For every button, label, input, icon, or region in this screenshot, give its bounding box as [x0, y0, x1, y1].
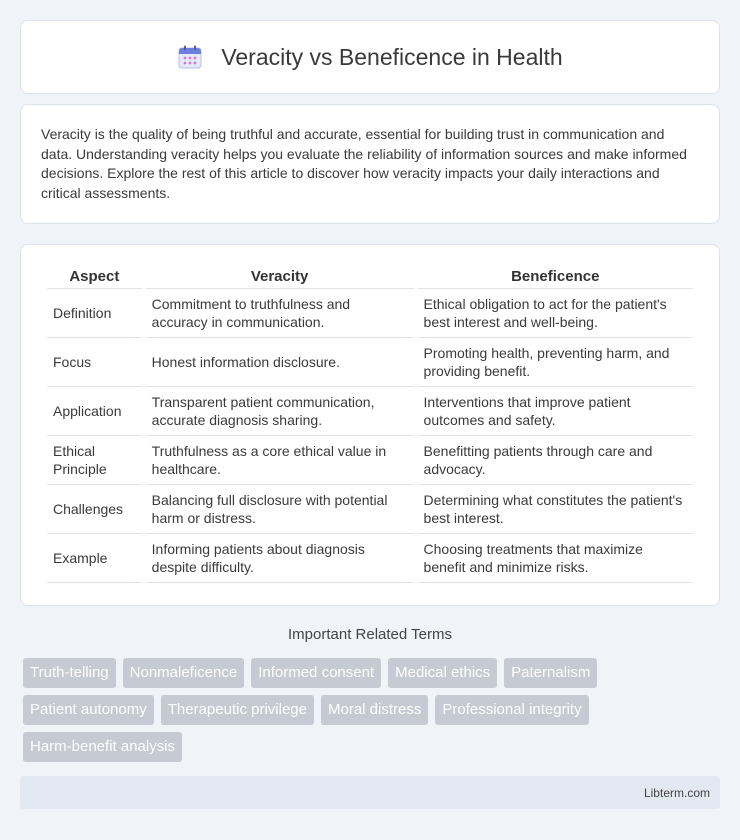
header-beneficence: Beneficence: [418, 265, 693, 289]
intro-text: Veracity is the quality of being truthful and accurate, essential for building trust in communication and data. Understanding veracity helps you evaluate the reliability of information sources and make informed decisions. Explore the rest of this article to discover how veracity impacts your daily interactions and critical assessments.: [41, 126, 687, 201]
table-row: [47, 387, 693, 436]
comparison-table: [43, 265, 697, 583]
comparison-card: [20, 244, 720, 606]
tag-nonmaleficence[interactable]: Nonmaleficence: [123, 658, 245, 688]
veracity-cell: Transparent patient communication, accurate diagnosis sharing.: [146, 387, 414, 436]
beneficence-cell: Choosing treatments that maximize benefit and minimize risks.: [418, 534, 693, 583]
tag-therapeutic-privilege[interactable]: Therapeutic privilege: [161, 695, 314, 725]
header-veracity: Veracity: [146, 265, 414, 289]
header: [177, 44, 562, 71]
beneficence-cell: Determining what constitutes the patient's best interest.: [418, 485, 693, 534]
aspect-cell: Focus: [47, 338, 142, 387]
intro-card: [20, 104, 720, 224]
calendar-icon: [177, 44, 203, 70]
aspect-cell: Example: [47, 534, 142, 583]
header-aspect: Aspect: [47, 265, 142, 289]
tag-truth-telling[interactable]: Truth-telling: [23, 658, 116, 688]
table-row: [47, 485, 693, 534]
beneficence-cell: Promoting health, preventing harm, and providing benefit.: [418, 338, 693, 387]
related-terms-title: Important Related Terms: [288, 626, 452, 643]
veracity-cell: Truthfulness as a core ethical value in healthcare.: [146, 436, 414, 485]
tag-paternalism[interactable]: Paternalism: [504, 658, 597, 688]
aspect-cell: Application: [47, 387, 142, 436]
beneficence-cell: Benefitting patients through care and advocacy.: [418, 436, 693, 485]
beneficence-cell: Ethical obligation to act for the patient's best interest and well-being.: [418, 289, 693, 338]
tag-professional-integrity[interactable]: Professional integrity: [435, 695, 588, 725]
beneficence-cell: Interventions that improve patient outcomes and safety.: [418, 387, 693, 436]
footer-site-link[interactable]: Libterm.com: [643, 785, 710, 800]
tag-harm-benefit-analysis[interactable]: Harm-benefit analysis: [23, 732, 182, 762]
table-row: [47, 534, 693, 583]
table-row: [47, 338, 693, 387]
table-row: [47, 436, 693, 485]
tag-informed-consent[interactable]: Informed consent: [251, 658, 381, 688]
header-card: [20, 20, 720, 94]
table-row: [47, 289, 693, 338]
page-title: Veracity vs Beneficence in Health: [221, 43, 563, 70]
tag-patient-autonomy[interactable]: Patient autonomy: [23, 695, 154, 725]
related-terms-list: [23, 658, 703, 762]
footer: [20, 776, 720, 809]
aspect-cell: Ethical Principle: [47, 436, 142, 485]
veracity-cell: Balancing full disclosure with potential harm or distress.: [146, 485, 414, 534]
veracity-cell: Commitment to truthfulness and accuracy in communication.: [146, 289, 414, 338]
veracity-cell: Honest information disclosure.: [146, 338, 414, 387]
tag-medical-ethics[interactable]: Medical ethics: [388, 658, 497, 688]
table-header-row: [47, 265, 693, 289]
tag-moral-distress[interactable]: Moral distress: [321, 695, 428, 725]
aspect-cell: Challenges: [47, 485, 142, 534]
veracity-cell: Informing patients about diagnosis despite difficulty.: [146, 534, 414, 583]
aspect-cell: Definition: [47, 289, 142, 338]
